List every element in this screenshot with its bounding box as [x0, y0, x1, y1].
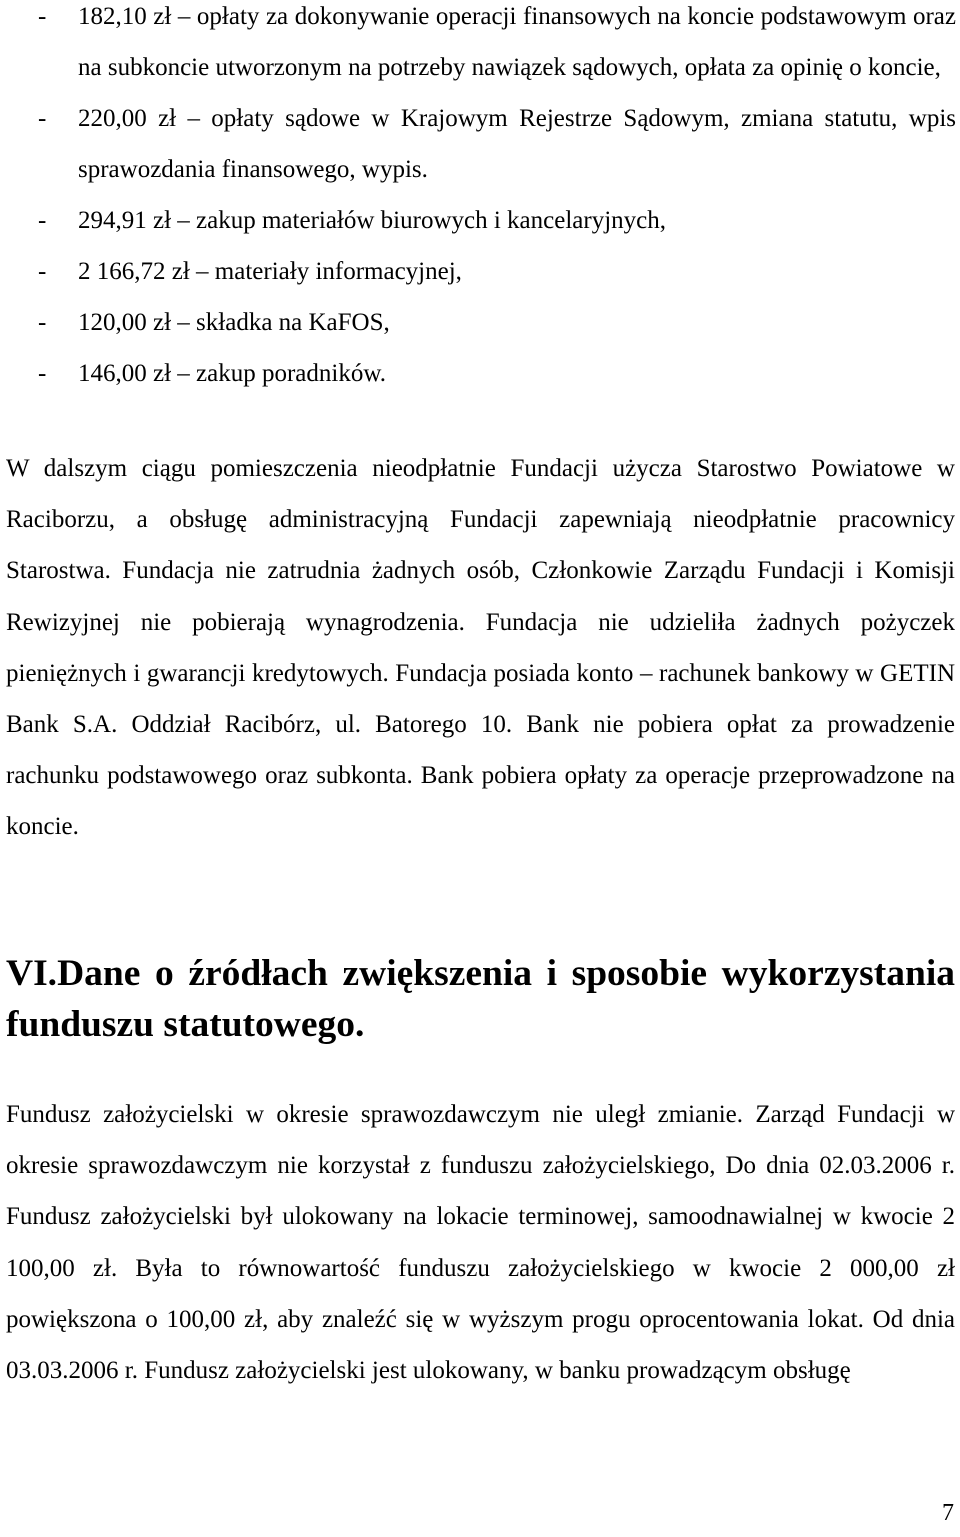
list-item-text: 146,00 zł – zakup poradników. — [78, 360, 387, 387]
list-item-text: 2 166,72 zł – materiały informacyjnej, — [78, 258, 462, 285]
list-dash: - — [38, 309, 47, 336]
list-item — [0, 93, 956, 195]
list-item-text: 294,91 zł – zakup materiałów biurowych i kancelaryjnych, — [78, 207, 667, 234]
list-dash: - — [38, 3, 47, 30]
list-item — [0, 195, 956, 246]
list-dash: - — [38, 207, 47, 234]
list-item-text: 220,00 zł – opłaty sądowe w Krajowym Rejestrze Sądowym, zmiana statutu, wpis sprawozdania finansowego, wypis. — [78, 105, 956, 183]
list-dash: - — [38, 258, 47, 285]
list-dash: - — [38, 105, 47, 132]
list-item — [0, 297, 956, 348]
list-item-text: 182,10 zł – opłaty za dokonywanie operacji finansowych na koncie podstawowym oraz na subkoncie utworzonym na potrzeby nawiązek sądowych, opłata za opinię o koncie, — [78, 3, 956, 81]
expense-list — [0, 0, 960, 399]
page-number: 7 — [942, 1500, 954, 1526]
list-item — [0, 0, 956, 93]
list-item-text: 120,00 zł – składka na KaFOS, — [78, 309, 390, 336]
list-item — [0, 348, 956, 399]
paragraph-staff-and-bank: W dalszym ciągu pomieszczenia nieodpłatnie Fundacji użycza Starostwo Powiatowe w Raciborzu, a obsługę administracyjną Fundacji zapewniają nieodpłatnie pracownicy Starostwa. Fundacja nie zatrudnia żadnych osób, Członkowie Zarządu Fundacji i Komisji Rewizyjnej nie pobierają wynagrodzenia. Fundacja nie udzieliła żadnych pożyczek pieniężnych i gwarancji kredytowych. Fundacja posiada konto – rachunek bankowy w GETIN Bank S.A. Oddział Racibórz, ul. Batorego 10. Bank nie pobiera opłat za prowadzenie rachunku podstawowego oraz subkonta. Bank pobiera opłaty za operacje przeprowadzone na koncie. — [6, 455, 955, 841]
section-heading — [6, 948, 955, 1050]
section-title: Dane o źródłach zwiększenia i sposobie wykorzystania funduszu statutowego. — [6, 953, 955, 1045]
list-dash: - — [38, 360, 47, 387]
list-item — [0, 246, 956, 297]
paragraph-founding-fund: Fundusz założycielski w okresie sprawozdawczym nie uległ zmianie. Zarząd Fundacji w okresie sprawozdawczym nie korzystał z funduszu założycielskiego, Do dnia 02.03.2006 r. Fundusz założycielski był ulokowany na lokacie terminowej, samoodnawialnej w kwocie 2 100,00 zł. Była to równowartość funduszu założycielskiego w kwocie 2 000,00 zł powiększona o 100,00 zł, aby znaleźć się w wyższym progu oprocentowania lokat. Od dnia 03.03.2006 r. Fundusz założycielski jest ulokowany, w banku prowadzącym obsługę — [6, 1101, 955, 1385]
section-number: VI. — [6, 953, 58, 994]
